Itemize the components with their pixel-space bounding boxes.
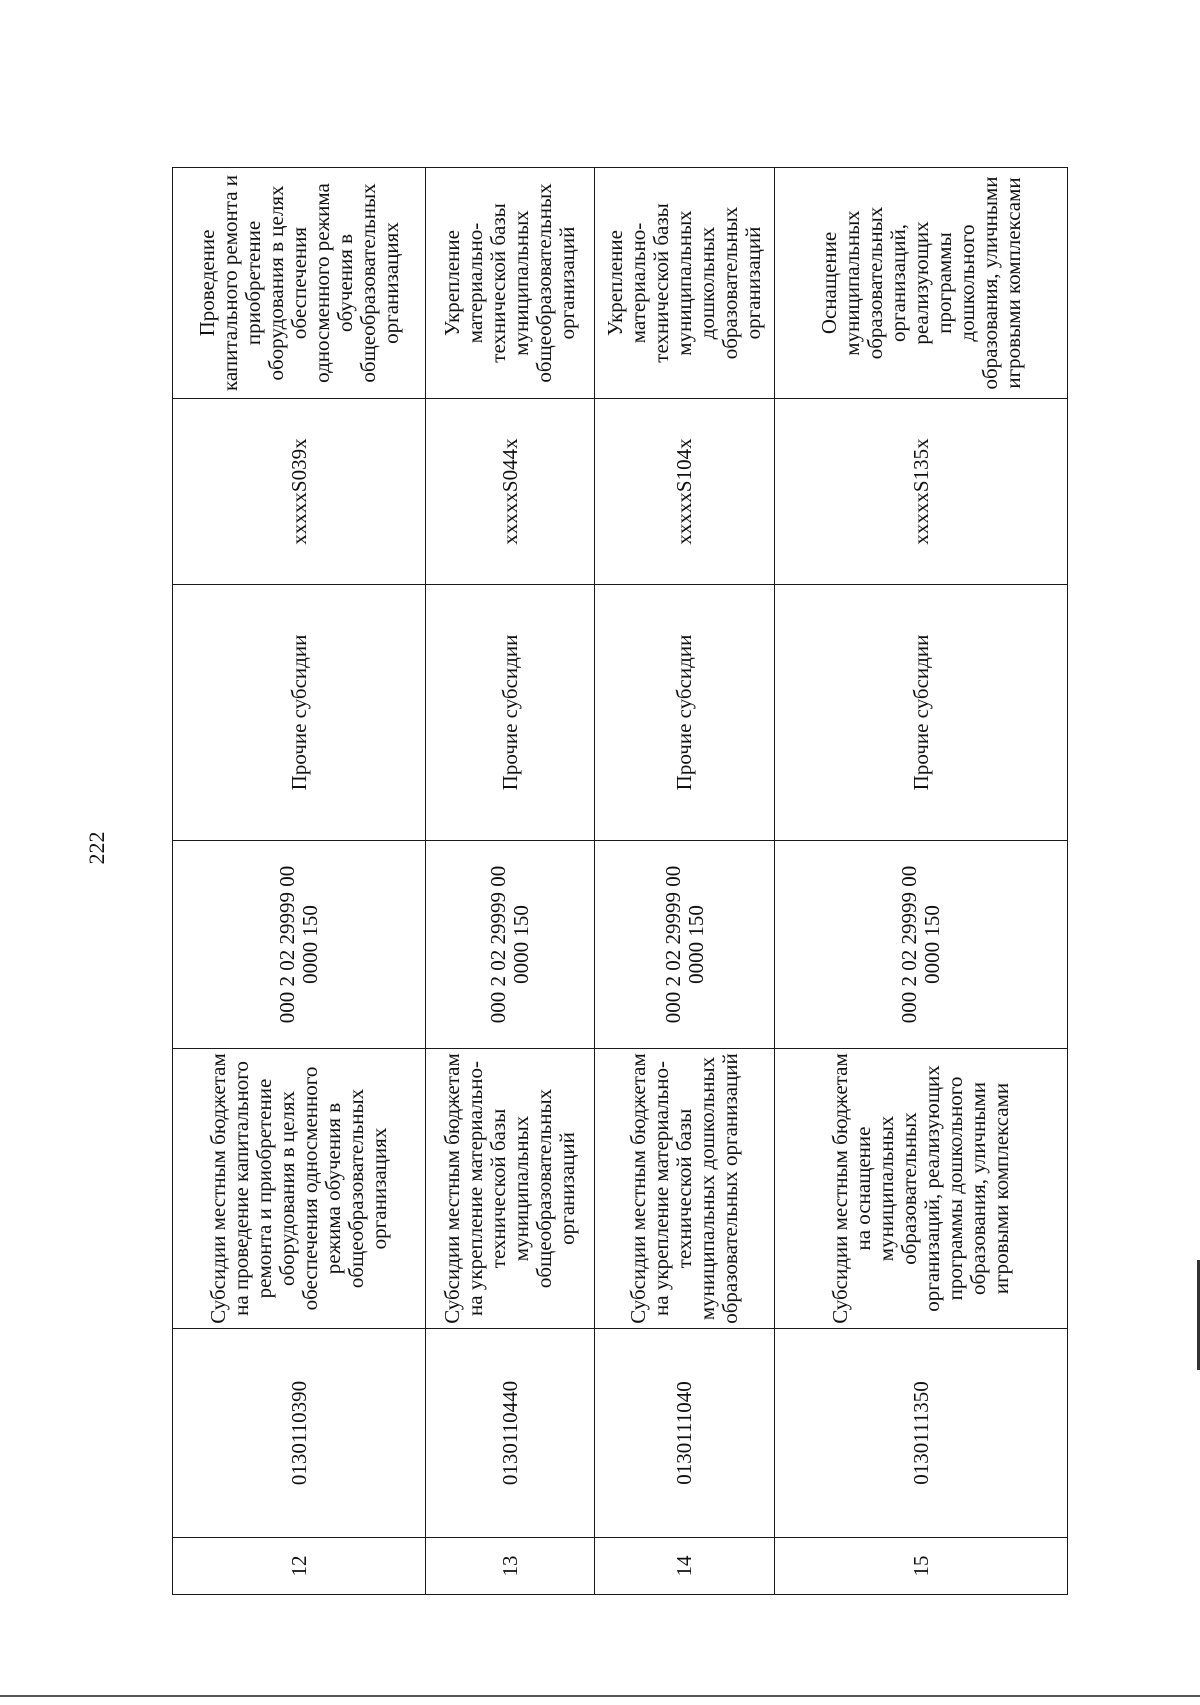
budget-code-cell: 000 2 02 29999 00 0000 150	[173, 841, 426, 1049]
row-number-cell: 12	[173, 1538, 426, 1595]
target-code-cell: 0130111350	[775, 1329, 1068, 1538]
description-cell: Оснащение муниципальных образовательных организаций, реализующих программы дошкольного образования, уличными игровыми комплексами	[775, 168, 1068, 399]
subsidy-name-cell: Субсидии местным бюджетам на оснащение муниципальных образовательных организаций, реализующих программы дошкольного образования, уличными игровыми комплексами	[775, 1049, 1068, 1329]
page-number-text: 222	[84, 831, 109, 865]
table-row	[173, 168, 426, 1595]
description-cell: Укрепление материально-технической базы муниципальных дошкольных образовательных организаций	[595, 168, 775, 399]
budget-code-cell: 000 2 02 29999 00 0000 150	[595, 841, 775, 1049]
subsidy-name-cell: Субсидии местным бюджетам на укрепление материально-технической базы муниципальных общеобразовательных организаций	[426, 1049, 595, 1329]
description-cell: Укрепление материально-технической базы муниципальных общеобразовательных организаций	[426, 168, 595, 399]
direction-code-cell: xxxxxS104x	[595, 399, 775, 585]
table-row	[775, 168, 1068, 1595]
page-number	[82, 818, 112, 878]
income-type-cell: Прочие субсидии	[426, 585, 595, 841]
income-type-cell: Прочие субсидии	[775, 585, 1068, 841]
direction-code-cell: xxxxxS044x	[426, 399, 595, 585]
income-type-cell: Прочие субсидии	[173, 585, 426, 841]
row-number-cell: 13	[426, 1538, 595, 1595]
target-code-cell: 0130111040	[595, 1329, 775, 1538]
table-row	[595, 168, 775, 1595]
target-code-cell: 0130110440	[426, 1329, 595, 1538]
subsidy-name-cell: Субсидии местным бюджетам на проведение капитального ремонта и приобретение оборудования в целях обеспечения односменного режима обучения в общеобразовательных организациях	[173, 1049, 426, 1329]
direction-code-cell: xxxxxS039x	[173, 399, 426, 585]
subsidy-table	[172, 167, 1068, 1595]
subsidy-name-cell: Субсидии местным бюджетам на укрепление материально-технической базы муниципальных дошкольных образовательных организаций	[595, 1049, 775, 1329]
direction-code-cell: xxxxxS135x	[775, 399, 1068, 585]
target-code-cell: 0130110390	[173, 1329, 426, 1538]
row-number-cell: 15	[775, 1538, 1068, 1595]
budget-code-cell: 000 2 02 29999 00 0000 150	[775, 841, 1068, 1049]
budget-code-cell: 000 2 02 29999 00 0000 150	[426, 841, 595, 1049]
row-number-cell: 14	[595, 1538, 775, 1595]
subsidy-table-rotated	[172, 168, 1067, 1595]
scan-bottom-edge	[0, 1695, 1200, 1697]
income-type-cell: Прочие субсидии	[595, 585, 775, 841]
description-cell: Проведение капитального ремонта и приобретение оборудования в целях обеспечения односменного режима обучения в общеобразовательных организациях	[173, 168, 426, 399]
table-row	[426, 168, 595, 1595]
